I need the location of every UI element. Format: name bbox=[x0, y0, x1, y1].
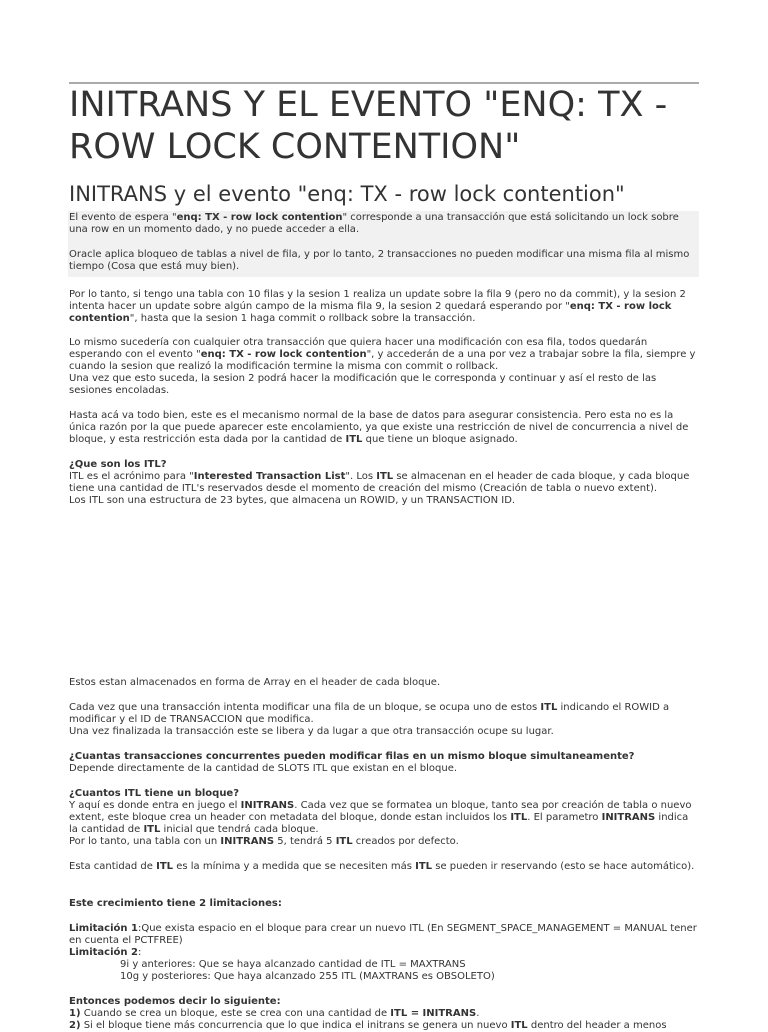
numbered-item: 2) Si el bloque tiene más concurrencia que lo que indica el initrans se genera un nuevo ITL dentro del header a menos bbox=[69, 1020, 667, 1031]
paragraph: Lo mismo sucedería con cualquier otra transacción que quiera hacer una modificación con esa fila, todos quedarán esperando con el evento "enq: TX - row lock contention", y accederán de a una por vez a trabajar sobre la fila, siempre y cuando la sesion que realizó la modificación termine la misma con commit o rollback. bbox=[69, 337, 696, 372]
intro-highlight-block bbox=[68, 211, 699, 277]
article-body bbox=[69, 211, 699, 1032]
paragraph: Hasta acá va todo bien, este es el mecanismo normal de la base de datos para asegurar consistencia. Pero esta no es la única razón por la que puede aparecer este encolamiento, ya que existe una restricción de nivel de concurrencia a nivel de bloque, y esta restricción esta dada por la cantidad de ITL que tiene un bloque asignado. bbox=[69, 410, 689, 445]
paragraph: Cada vez que una transacción intenta modificar una fila de un bloque, se ocupa uno de estos ITL indicando el ROWID a modificar y el ID de TRANSACCION que modifica. bbox=[69, 702, 670, 725]
paragraph: Por lo tanto, una tabla con un INITRANS 5, tendrá 5 ITL creados por defecto. bbox=[69, 836, 459, 847]
numbered-item: 1) Cuando se crea un bloque, este se crea con una cantidad de ITL = INITRANS. bbox=[69, 1008, 480, 1019]
paragraph: Por lo tanto, si tengo una tabla con 10 filas y la sesion 1 realiza un update sobre la fila 9 (pero no da commit), y la sesion 2 intenta hacer un update sobre algún campo de la misma fila 9, la sesion 2 quedará esperando por "enq: TX - row lock contention", hasta que la sesion 1 haga commit o rollback sobre la transacción. bbox=[69, 289, 686, 324]
section-heading: ¿Cuantos ITL tiene un bloque? bbox=[69, 788, 240, 799]
limitation-2-item: 10g y posteriores: Que haya alcanzado 255 ITL (MAXTRANS es OBSOLETO) bbox=[120, 971, 495, 982]
section-heading: ¿Que son los ITL? bbox=[69, 459, 167, 470]
paragraph: Estos estan almacenados en forma de Array en el header de cada bloque. bbox=[69, 677, 441, 688]
limitation-1: Limitación 1:Que exista espacio en el bloque para crear un nuevo ITL (En SEGMENT_SPACE_MANAGEMENT = MANUAL tener en cuenta el PCTFREE) bbox=[69, 923, 697, 946]
paragraph: ITL es el acrónimo para "Interested Transaction List". Los ITL se almacenan en el header de cada bloque, y cada bloque tiene una cantidad de ITL's reservados desde el momento de creación del mismo (Creación de tabla o nuevo extent). bbox=[69, 471, 690, 494]
paragraph: Depende directamente de la cantidad de SLOTS ITL que existan en el bloque. bbox=[69, 763, 458, 774]
section-heading: ¿Cuantas transacciones concurrentes pueden modificar filas en un mismo bloque simultaneamente? bbox=[69, 751, 635, 762]
paragraph: Una vez que esto suceda, la sesion 2 podrá hacer la modificación que le corresponda y continuar y así el resto de las sesiones encoladas. bbox=[69, 373, 657, 396]
page-subtitle: INITRANS y el evento "enq: TX - row lock contention" bbox=[69, 182, 625, 206]
limitation-2-item: 9i y anteriores: Que se haya alcanzado cantidad de ITL = MAXTRANS bbox=[120, 959, 466, 970]
paragraph: El evento de espera "enq: TX - row lock contention" corresponde a una transacción que está solicitando un lock sobre una row en un momento dado, y no puede acceder a ella. bbox=[69, 212, 679, 235]
paragraph: Esta cantidad de ITL es la mínima y a medida que se necesiten más ITL se pueden ir reservando (esto se hace automático). bbox=[69, 861, 695, 872]
image-placeholder bbox=[69, 507, 699, 677]
paragraph: Los ITL son una estructura de 23 bytes, que almacena un ROWID, y un TRANSACTION ID. bbox=[69, 495, 516, 506]
section-heading: Este crecimiento tiene 2 limitaciones: bbox=[69, 898, 282, 909]
limitation-2: Limitación 2: bbox=[69, 947, 142, 958]
paragraph: Oracle aplica bloqueo de tablas a nivel de fila, y por lo tanto, 2 transacciones no pueden modificar una misma fila al mismo tiempo (Cosa que está muy bien). bbox=[69, 249, 690, 272]
paragraph: Una vez finalizada la transacción este se libera y da lugar a que otra transacción ocupe su lugar. bbox=[69, 726, 554, 737]
page-title: INITRANS Y EL EVENTO "ENQ: TX - ROW LOCK CONTENTION" bbox=[69, 85, 668, 167]
paragraph: Y aquí es donde entra en juego el INITRANS. Cada vez que se formatea un bloque, tanto sea por creación de tabla o nuevo extent, este bloque crea un header con metadata del bloque, donde estan incluidos los ITL. El parametro INITRANS indica la cantidad de ITL inicial que tendrá cada bloque. bbox=[69, 800, 692, 835]
section-heading: Entonces podemos decir lo siguiente: bbox=[69, 996, 281, 1007]
